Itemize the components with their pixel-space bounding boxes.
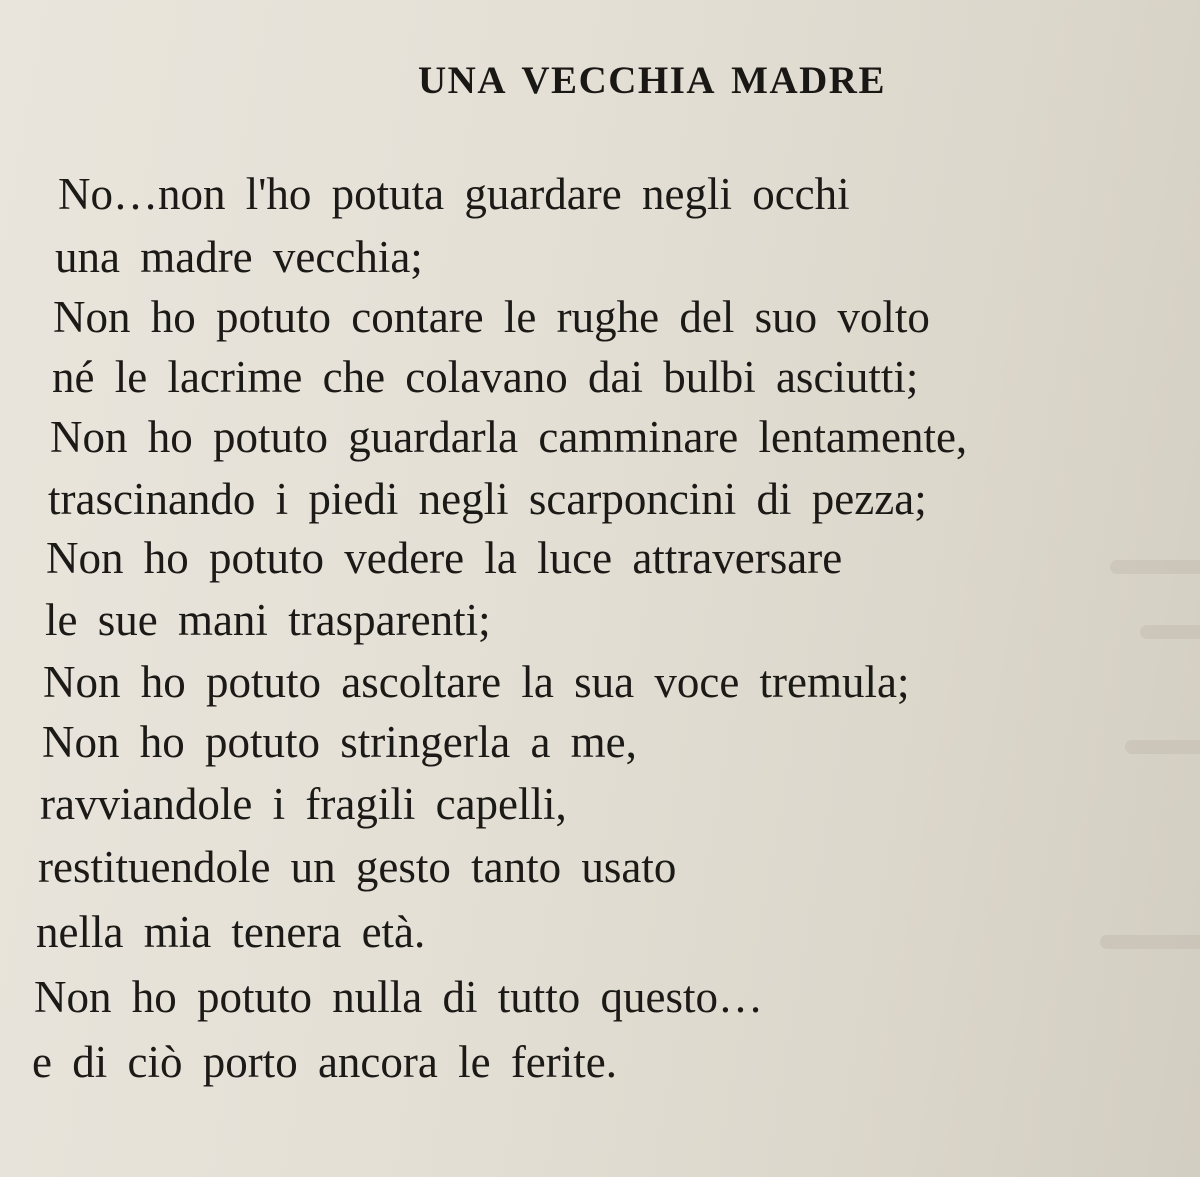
show-through-mark <box>1100 935 1200 949</box>
poem-title: UNA VECCHIA MADRE <box>418 59 886 102</box>
poem-line: Non ho potuto vedere la luce attraversare <box>46 533 843 583</box>
poem-line: Non ho potuto stringerla a me, <box>42 717 637 767</box>
poem-line: restituendole un gesto tanto usato <box>38 842 677 892</box>
poem-line: e di ciò porto ancora le ferite. <box>32 1037 617 1087</box>
poem-line: una madre vecchia; <box>55 232 423 282</box>
show-through-mark <box>1125 740 1200 754</box>
poem-line: trascinando i piedi negli scarponcini di pezza; <box>48 474 927 524</box>
poem-line: ravviandole i fragili capelli, <box>40 779 567 829</box>
poem-line: Non ho potuto guardarla camminare lentamente, <box>50 412 968 462</box>
poem-line: Non ho potuto ascoltare la sua voce tremula; <box>43 657 910 707</box>
poem-line: le sue mani trasparenti; <box>45 595 491 645</box>
poem-line: No…non l'ho potuta guardare negli occhi <box>58 169 850 219</box>
poem-line: né le lacrime che colavano dai bulbi asciutti; <box>52 352 919 402</box>
poem-line: nella mia tenera età. <box>36 907 426 957</box>
poem-line: Non ho potuto contare le rughe del suo volto <box>53 292 930 342</box>
show-through-mark <box>1140 625 1200 639</box>
show-through-mark <box>1110 560 1200 574</box>
poem-line: Non ho potuto nulla di tutto questo… <box>34 972 763 1022</box>
